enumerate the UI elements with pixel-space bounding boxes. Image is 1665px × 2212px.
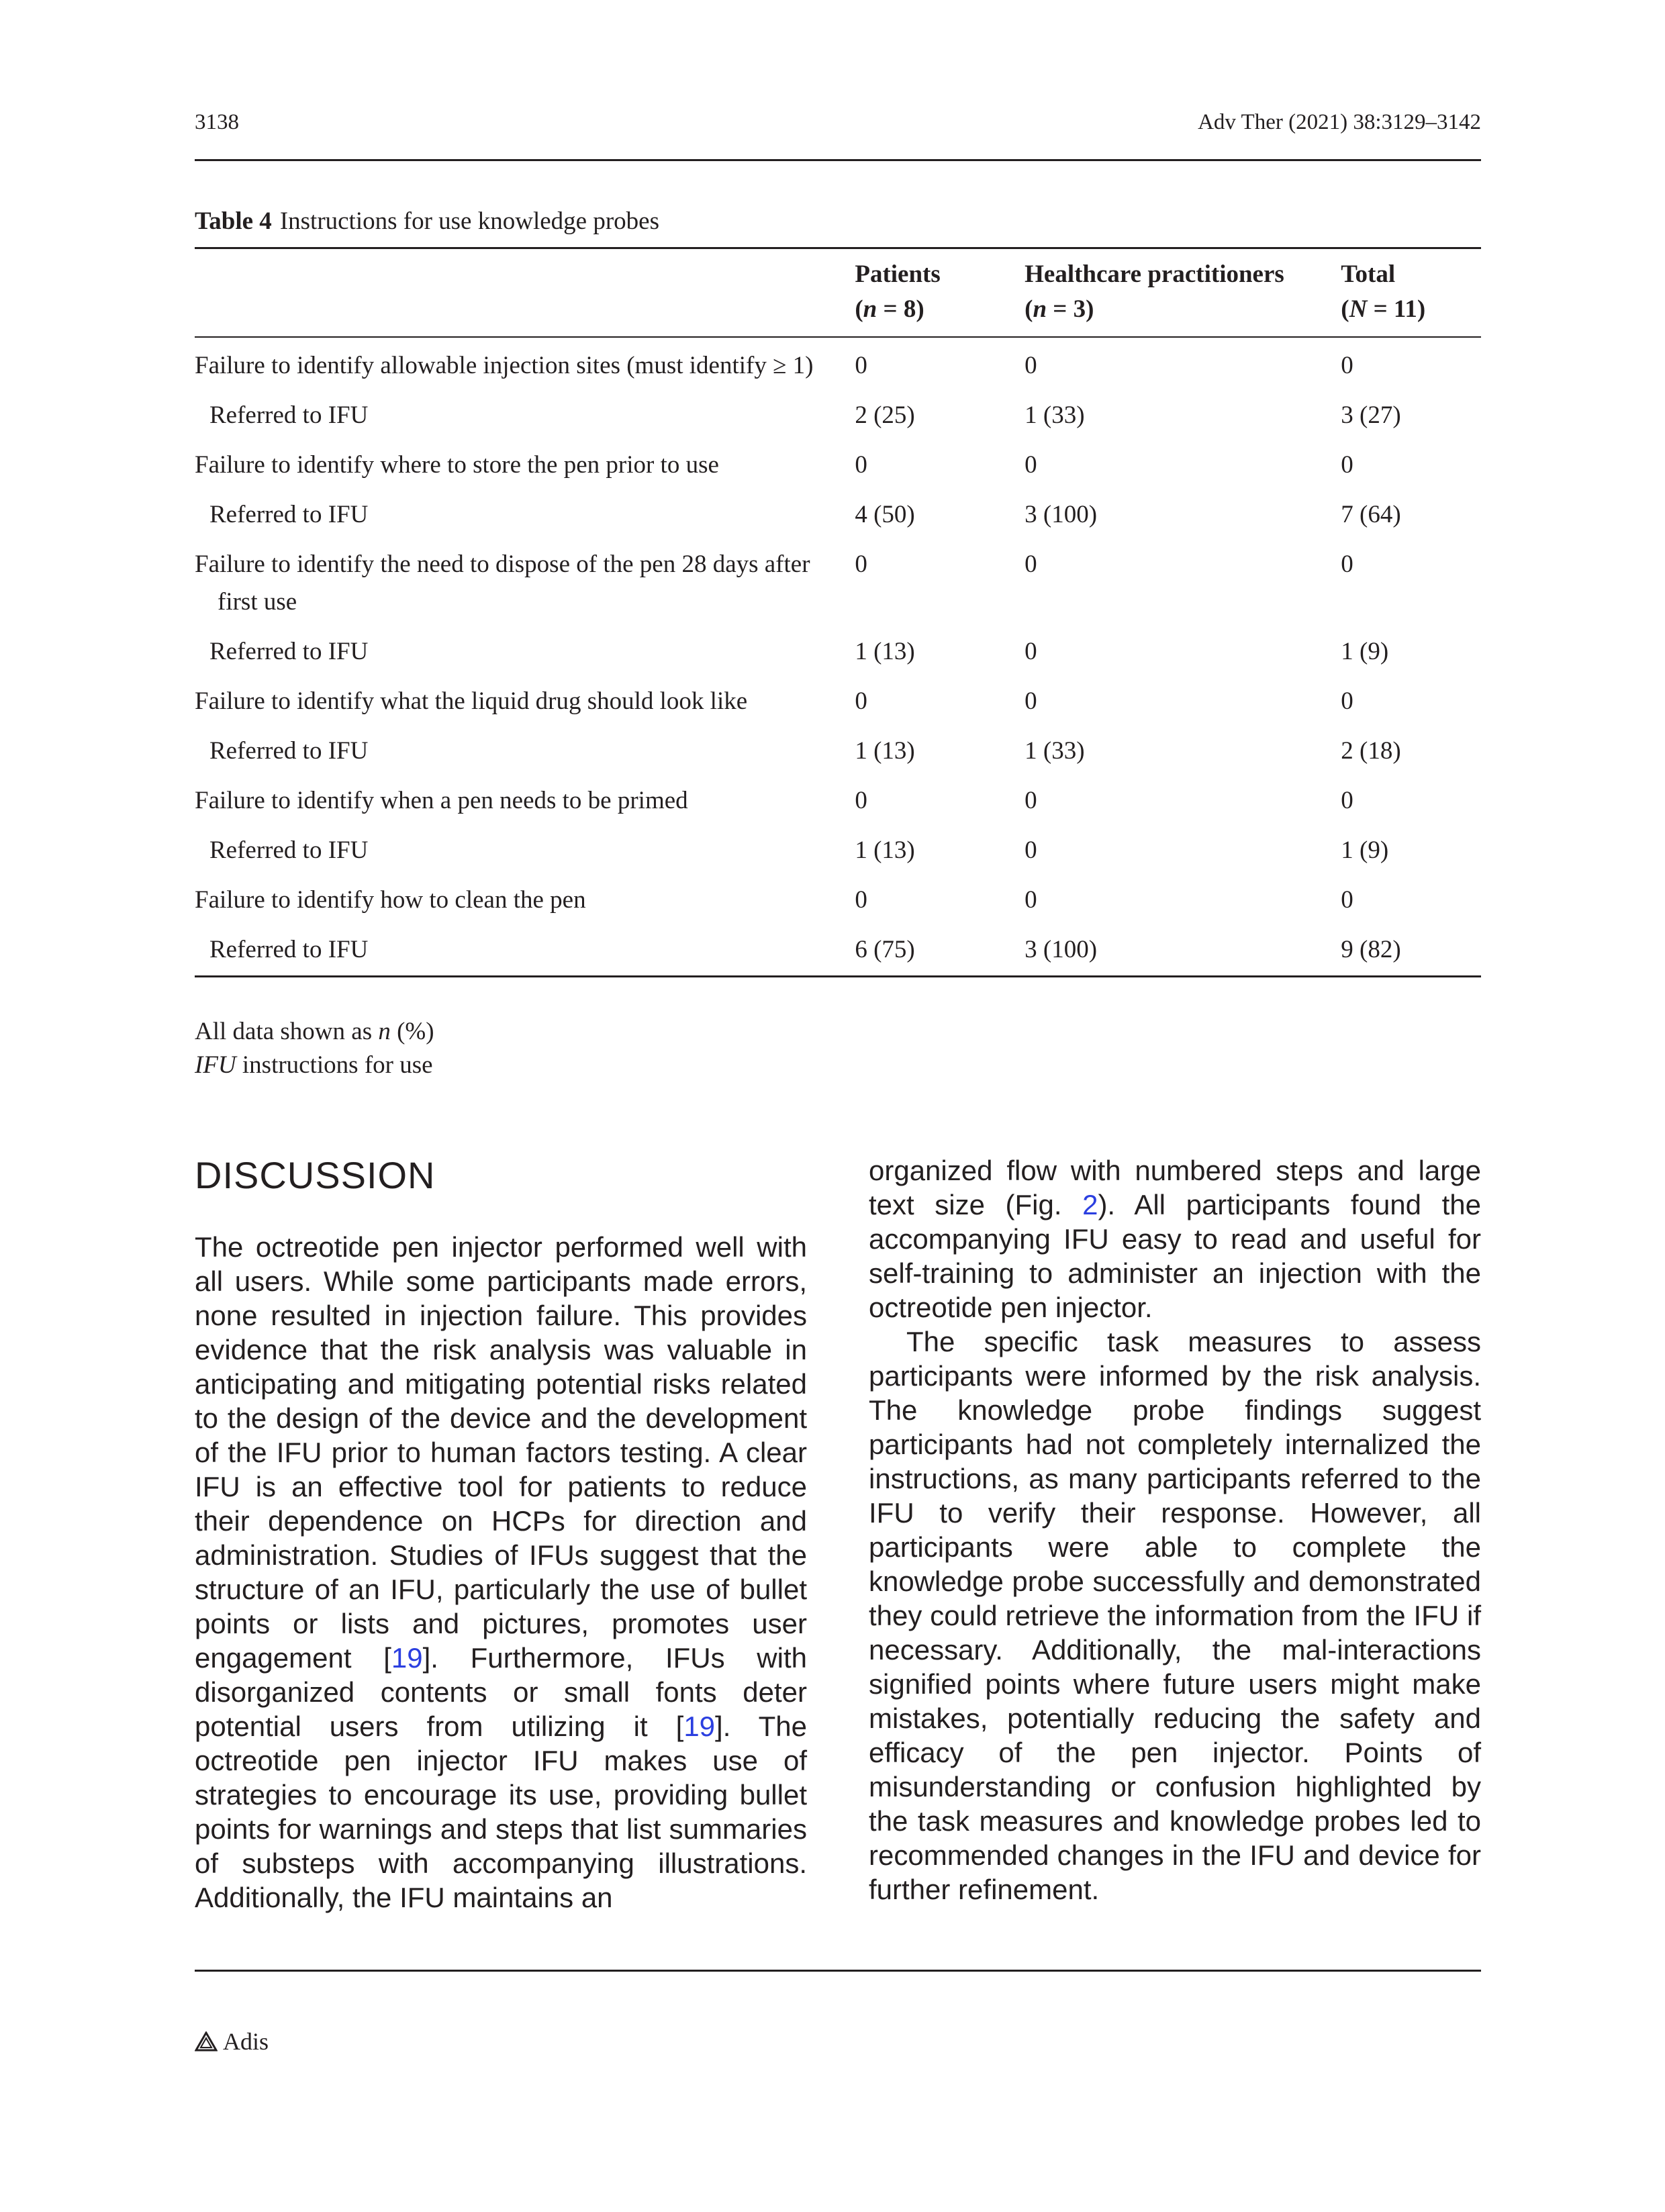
table-row	[195, 826, 1481, 876]
cell-patients: 1 (13)	[855, 638, 915, 665]
cell-total: 2 (18)	[1341, 737, 1401, 765]
table-row	[195, 777, 1481, 826]
row-label: Referred to IFU	[209, 638, 369, 665]
left-column	[195, 1230, 807, 1915]
knowledge-probes-table	[195, 247, 1481, 977]
adis-triangle-icon	[195, 2031, 218, 2052]
cell-hcp: 1 (33)	[1025, 401, 1085, 429]
table-row	[195, 337, 1481, 391]
cell-hcp: 0	[1025, 550, 1037, 578]
cell-hcp: 1 (33)	[1025, 737, 1085, 765]
cell-total: 3 (27)	[1341, 401, 1401, 429]
cell-patients: 0	[855, 787, 867, 814]
right-column	[869, 1153, 1481, 1907]
cell-total: 0	[1341, 886, 1353, 914]
publisher-name: Adis	[223, 2028, 269, 2055]
cell-hcp: 3 (100)	[1025, 501, 1098, 528]
header-patients-label: Patients	[855, 260, 941, 288]
cell-total: 0	[1341, 550, 1353, 578]
paragraph: organized flow with numbered steps and large text size (Fig. 2). All participants found the accompanying IFU easy to read and useful for self-training to administer an injection with the octreotide pen injector.	[869, 1155, 1481, 1323]
footer-rule	[195, 1970, 1481, 1972]
table-title: Instructions for use knowledge probes	[279, 207, 659, 235]
cell-hcp: 0	[1025, 886, 1037, 914]
table-caption	[195, 207, 659, 236]
cell-hcp: 0	[1025, 352, 1037, 379]
row-label: Referred to IFU	[209, 401, 369, 429]
cell-total: 7 (64)	[1341, 501, 1401, 528]
table-row	[195, 926, 1481, 977]
header-patients-n: (n = 8)	[855, 295, 924, 323]
paragraph: The specific task measures to assess participants were informed by the risk analysis. The knowledge probe findings suggest participants had not completely internalized the instructions, as many participants referred to the IFU to verify their response. However, all participants were able to complete the knowledge probe successfully and demonstrated they could retrieve the information from the IFU if necessary. Additionally, the mal-interactions signified points where future users might make mistakes, potentially reducing the safety and efficacy of the pen injector. Points of misunderstanding or confusion highlighted by the task measures and knowledge probes led to recommended changes in the IFU and device for further refinement.	[869, 1326, 1481, 1905]
cell-hcp: 0	[1025, 638, 1037, 665]
cell-total: 1 (9)	[1341, 638, 1389, 665]
table-footnote-abbrev: IFU instructions for use	[195, 1051, 433, 1079]
publisher-logo	[195, 2027, 269, 2056]
figure-link[interactable]: 2	[1082, 1189, 1098, 1220]
table-row	[195, 677, 1481, 727]
cell-total: 1 (9)	[1341, 836, 1389, 864]
table-row	[195, 540, 1481, 628]
table-row	[195, 628, 1481, 677]
cell-total: 0	[1341, 787, 1353, 814]
header-hcp-label: Healthcare practitioners	[1025, 260, 1284, 288]
table-label: Table 4	[195, 207, 272, 235]
cell-patients: 6 (75)	[855, 926, 1025, 977]
header-total	[1341, 248, 1481, 338]
cell-patients: 1 (13)	[855, 836, 915, 864]
row-label: Referred to IFU	[209, 737, 369, 765]
row-label: Failure to identify what the liquid drug should look like	[195, 687, 748, 715]
cell-patients: 0	[855, 886, 867, 914]
table-row	[195, 391, 1481, 441]
cell-patients: 4 (50)	[855, 501, 915, 528]
table-row	[195, 441, 1481, 491]
cell-hcp: 3 (100)	[1025, 926, 1341, 977]
header-hcp-n: (n = 3)	[1025, 295, 1094, 323]
table-footnote-data: All data shown as n (%)	[195, 1018, 434, 1045]
citation-link[interactable]: 19	[683, 1711, 716, 1742]
section-heading: DISCUSSION	[195, 1154, 436, 1196]
cell-patients: 1 (13)	[855, 737, 915, 765]
cell-patients: 0	[855, 352, 867, 379]
cell-patients: 0	[855, 550, 867, 578]
table-body	[195, 337, 1481, 977]
page-number: 3138	[195, 110, 239, 134]
row-label: Failure to identify how to clean the pen	[195, 886, 586, 914]
cell-hcp: 0	[1025, 451, 1037, 479]
journal-citation: Adv Ther (2021) 38:3129–3142	[1198, 110, 1481, 134]
cell-total: 0	[1341, 352, 1353, 379]
cell-total: 0	[1341, 451, 1353, 479]
row-label: Referred to IFU	[209, 836, 369, 864]
row-label: Failure to identify where to store the pen prior to use	[195, 451, 719, 479]
table-row	[195, 876, 1481, 926]
header-total-label: Total	[1341, 260, 1396, 288]
cell-patients: 0	[855, 687, 867, 715]
cell-patients: 2 (25)	[855, 401, 915, 429]
paragraph: The octreotide pen injector performed well with all users. While some participants made errors, none resulted in injection failure. This provides evidence that the risk analysis was valuable in anticipating and mitigating potential risks related to the design of the device and the development of the IFU prior to human factors testing. A clear IFU is an effective tool for patients to reduce their dependence on HCPs for direction and administration. Studies of IFUs suggest that the structure of an IFU, particularly the use of bullet points or lists and pictures, promotes user engagement [19]. Furthermore, IFUs with disorganized contents or small fonts deter potential users from utilizing it [19]. The octreotide pen injector IFU makes use of strategies to encourage its use, providing bullet points for warnings and steps that list summaries of substeps with accompanying illustrations. Additionally, the IFU maintains an	[195, 1231, 807, 1913]
row-label: Failure to identify the need to dispose of the pen 28 days after first use	[195, 550, 810, 616]
cell-hcp: 0	[1025, 687, 1037, 715]
cell-hcp: 0	[1025, 836, 1037, 864]
row-label: Failure to identify when a pen needs to be primed	[195, 787, 688, 814]
citation-link[interactable]: 19	[391, 1642, 423, 1674]
header-patients	[855, 248, 1025, 338]
header-rule	[195, 159, 1481, 161]
cell-total: 9 (82)	[1341, 926, 1481, 977]
cell-patients: 0	[855, 451, 867, 479]
header-total-n: (N = 11)	[1341, 295, 1426, 323]
table-row	[195, 491, 1481, 540]
header-empty-cell	[195, 248, 855, 338]
header-hcp	[1025, 248, 1341, 338]
table-header-row	[195, 248, 1481, 338]
cell-total: 0	[1341, 687, 1353, 715]
table-row	[195, 727, 1481, 777]
row-label: Referred to IFU	[195, 926, 855, 977]
row-label: Failure to identify allowable injection sites (must identify ≥ 1)	[195, 352, 814, 379]
row-label: Referred to IFU	[209, 501, 369, 528]
cell-hcp: 0	[1025, 787, 1037, 814]
